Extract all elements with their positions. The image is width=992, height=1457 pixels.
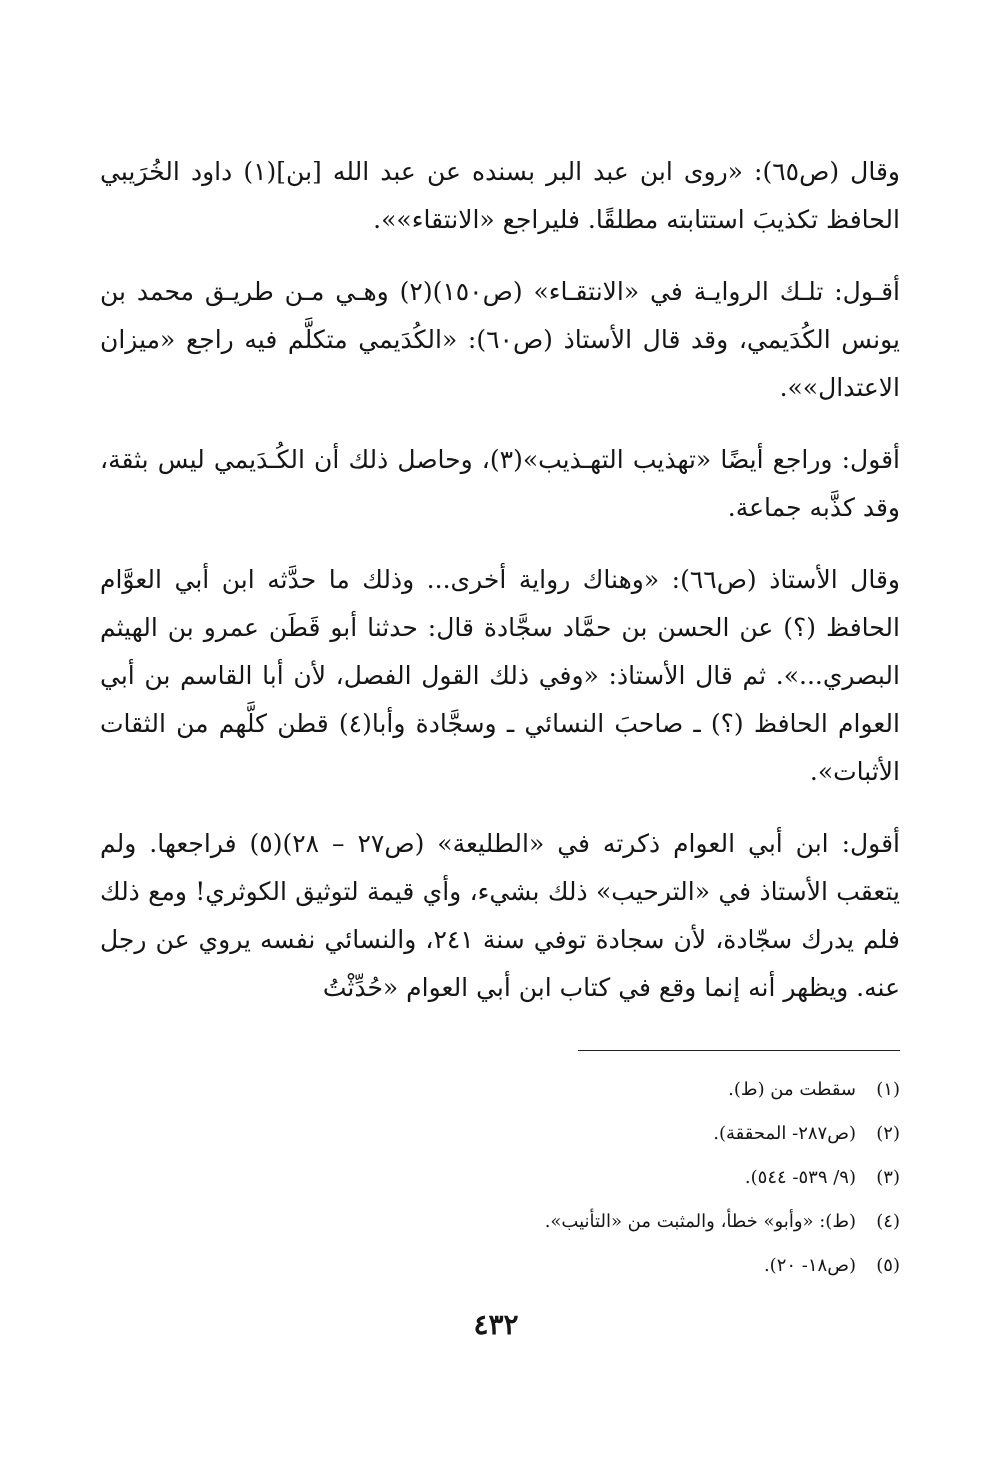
paragraph-3: أقول: وراجع أيضًا «تهذيب التهـذيب»(٣)، وحاصل ذلك أن الكُـدَيمي ليس بثقة، وقد كذَّبه جماعة. xyxy=(100,445,901,522)
paragraph-2: أقـول: تلـك الروايـة في «الانتقـاء» (ص١٥٠)(٢) وهـي مـن طريـق محمد بن يونس الكُدَيمي، وقد قال الأستاذ (ص٦٠): «الكُدَيمي متكلَّم فيه راجع «ميزان الاعتدال»». xyxy=(100,277,900,402)
footnote-text: سقطت من (ط). xyxy=(728,1079,856,1100)
paragraph-1: وقال (ص٦٥): «روى ابن عبد البر بسنده عن عبد الله [بن](١) داود الخُرَيبي الحافظ تكذيبَ استتابته مطلقًا. فليراجع «الانتقاء»». xyxy=(100,157,900,234)
footnotes xyxy=(100,1068,900,1288)
paragraph-5: أقول: ابن أبي العوام ذكرته في «الطليعة» (ص٢٧ – ٢٨)(٥) فراجعها. ولم يتعقب الأستاذ في «الترحيب» ذلك بشيء، وأي قيمة لتوثيق الكوثري! ومع ذلك فلم يدرك سجّادة، لأن سجادة توفي سنة ٢٤١، والنسائي نفسه يروي عن رجل عنه. ويظهر أنه إنما وقع في كتاب ابن أبي العوام «حُدِّثْتُ xyxy=(100,829,901,1002)
page-number: ٤٣٢ xyxy=(473,1308,519,1341)
footnote-item xyxy=(100,1068,900,1112)
footnote-item xyxy=(100,1244,900,1288)
footnote-number: (٥) xyxy=(876,1255,900,1276)
footnote-number: (٣) xyxy=(876,1167,900,1188)
footnote-text: (ط): «وأبو» خطأ، والمثبت من «التأنيب». xyxy=(544,1211,856,1232)
footnote-separator xyxy=(578,1050,900,1051)
footnote-text: (ص١٨- ٢٠). xyxy=(763,1255,856,1276)
footnote-number: (٢) xyxy=(876,1123,900,1144)
footnote-text: (٩/ ٥٣٩- ٥٤٤). xyxy=(744,1167,856,1188)
footnote-number: (١) xyxy=(876,1079,900,1100)
footnote-item xyxy=(100,1112,900,1156)
footnote-item xyxy=(100,1200,900,1244)
footnote-number: (٤) xyxy=(876,1211,900,1232)
paragraph-4: وقال الأستاذ (ص٦٦): «وهناك رواية أخرى... وذلك ما حدَّثه ابن أبي العوَّام الحافظ (؟) عن الحسن بن حمَّاد سجَّادة قال: حدثنا أبو قَطَن عمرو بن الهيثم البصري...». ثم قال الأستاذ: «وفي ذلك القول الفصل، لأن أبا القاسم بن أبي العوام الحافظ (؟) ـ صاحبَ النسائي ـ وسجَّادة وأبا(٤) قطن كلَّهم من الثقات الأثبات». xyxy=(100,565,900,786)
footnote-text: (ص٢٨٧- المحققة). xyxy=(713,1123,856,1144)
main-text xyxy=(100,148,900,1028)
footnote-item xyxy=(100,1156,900,1200)
